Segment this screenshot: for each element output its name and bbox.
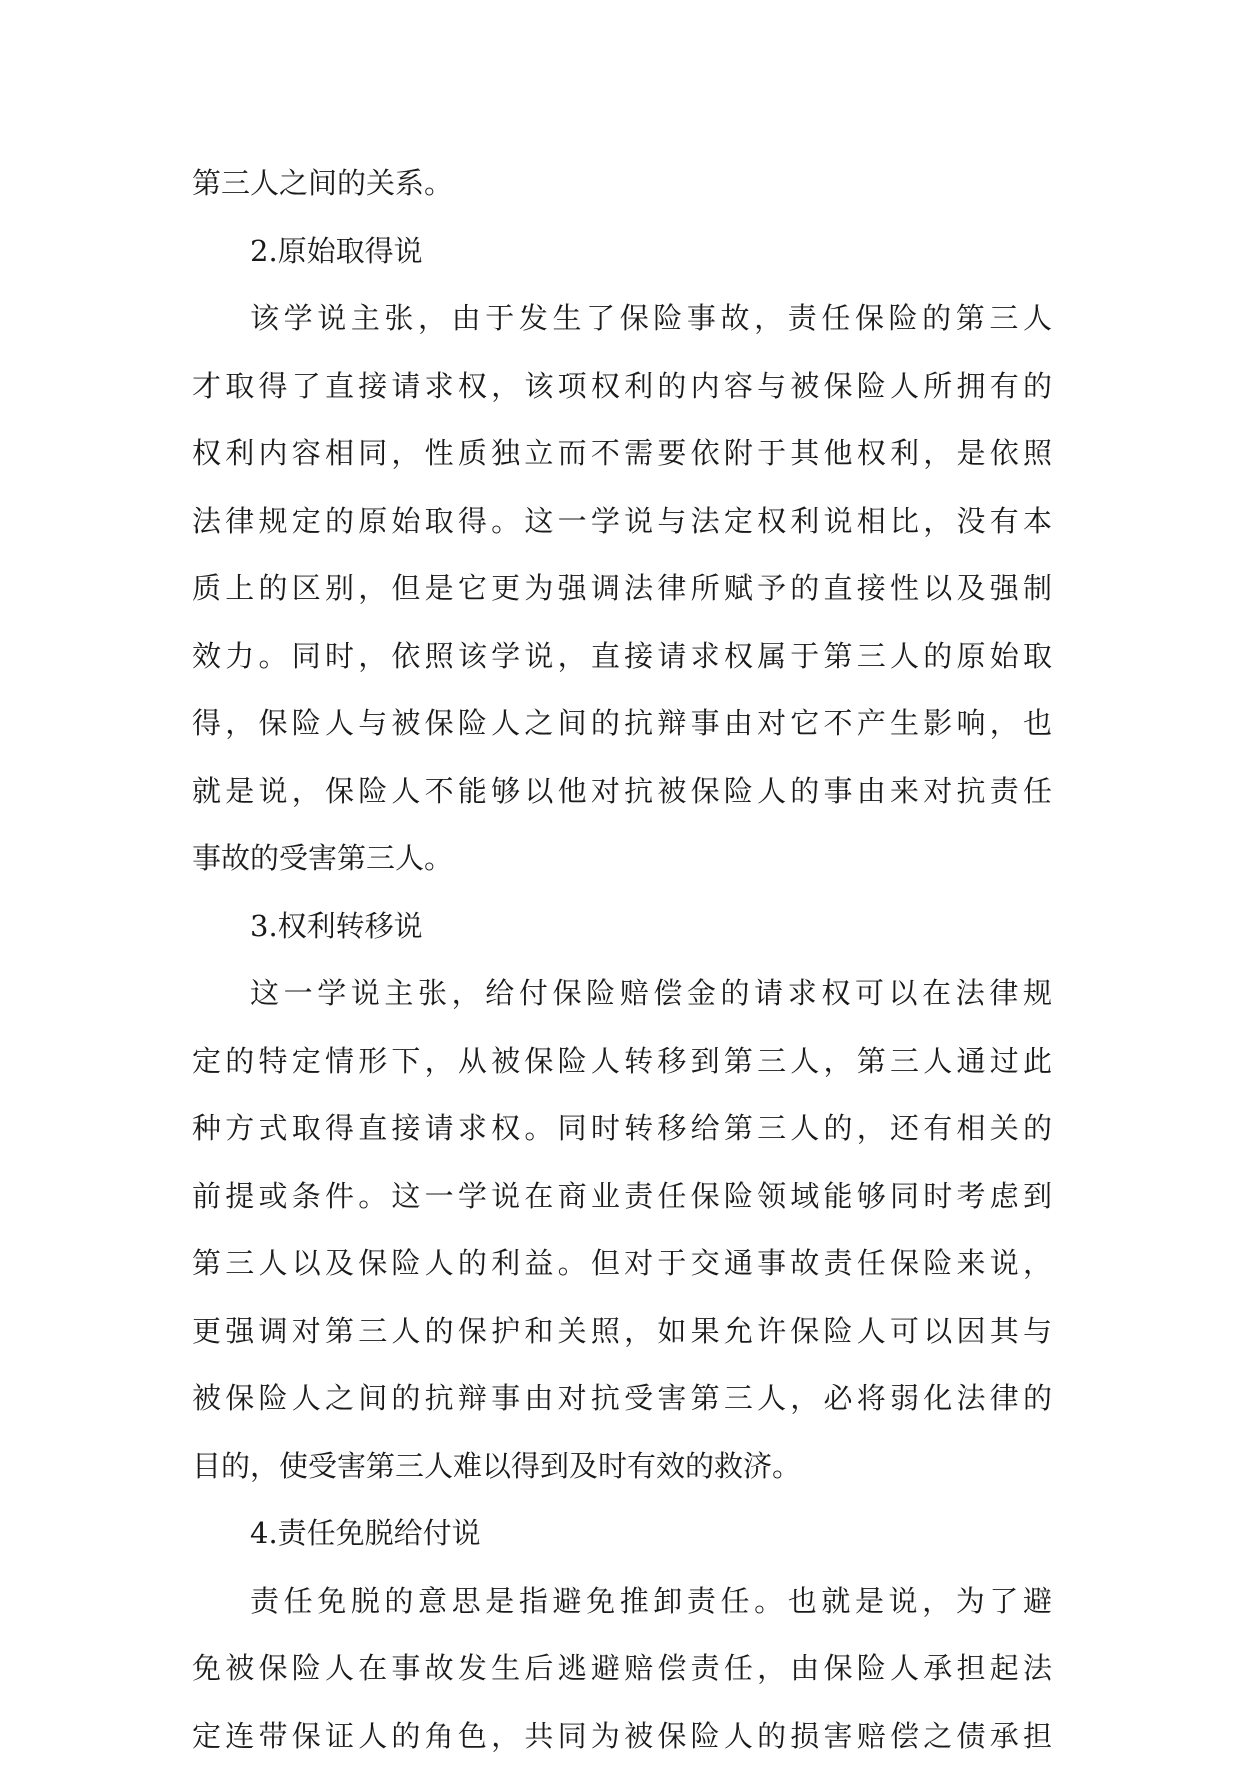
paragraph-line: 权利内容相同，性质独立而不需要依附于其他权利，是依照 <box>192 420 1052 488</box>
section-heading: 4.责任免脱给付说 <box>192 1500 1052 1568</box>
paragraph-line: 免被保险人在事故发生后逃避赔偿责任，由保险人承担起法 <box>192 1635 1052 1703</box>
paragraph-line: 法律规定的原始取得。这一学说与法定权利说相比，没有本 <box>192 488 1052 556</box>
paragraph-line: 事故的受害第三人。 <box>192 825 1052 893</box>
paragraph-line: 效力。同时，依照该学说，直接请求权属于第三人的原始取 <box>192 623 1052 691</box>
paragraph-line: 种方式取得直接请求权。同时转移给第三人的，还有相关的 <box>192 1095 1052 1163</box>
paragraph-line: 定连带保证人的角色，共同为被保险人的损害赔偿之债承担 <box>192 1703 1052 1770</box>
paragraph-line: 第三人以及保险人的利益。但对于交通事故责任保险来说， <box>192 1230 1052 1298</box>
section-heading: 3.权利转移说 <box>192 893 1052 961</box>
paragraph-line: 该学说主张，由于发生了保险事故，责任保险的第三人 <box>192 285 1052 353</box>
paragraph-line: 这一学说主张，给付保险赔偿金的请求权可以在法律规 <box>192 960 1052 1028</box>
paragraph-line: 定的特定情形下，从被保险人转移到第三人，第三人通过此 <box>192 1028 1052 1096</box>
paragraph-line: 才取得了直接请求权，该项权利的内容与被保险人所拥有的 <box>192 353 1052 421</box>
paragraph-line: 前提或条件。这一学说在商业责任保险领域能够同时考虑到 <box>192 1163 1052 1231</box>
paragraph-line: 第三人之间的关系。 <box>192 150 1052 218</box>
paragraph-line: 更强调对第三人的保护和关照，如果允许保险人可以因其与 <box>192 1298 1052 1366</box>
paragraph-line: 质上的区别，但是它更为强调法律所赋予的直接性以及强制 <box>192 555 1052 623</box>
paragraph-line: 得，保险人与被保险人之间的抗辩事由对它不产生影响，也 <box>192 690 1052 758</box>
paragraph-line: 被保险人之间的抗辩事由对抗受害第三人，必将弱化法律的 <box>192 1365 1052 1433</box>
paragraph-line: 目的，使受害第三人难以得到及时有效的救济。 <box>192 1433 1052 1501</box>
paragraph-line: 责任免脱的意思是指避免推卸责任。也就是说，为了避 <box>192 1568 1052 1636</box>
paragraph-line: 就是说，保险人不能够以他对抗被保险人的事由来对抗责任 <box>192 758 1052 826</box>
document-body <box>192 150 1052 1770</box>
section-heading: 2.原始取得说 <box>192 218 1052 286</box>
